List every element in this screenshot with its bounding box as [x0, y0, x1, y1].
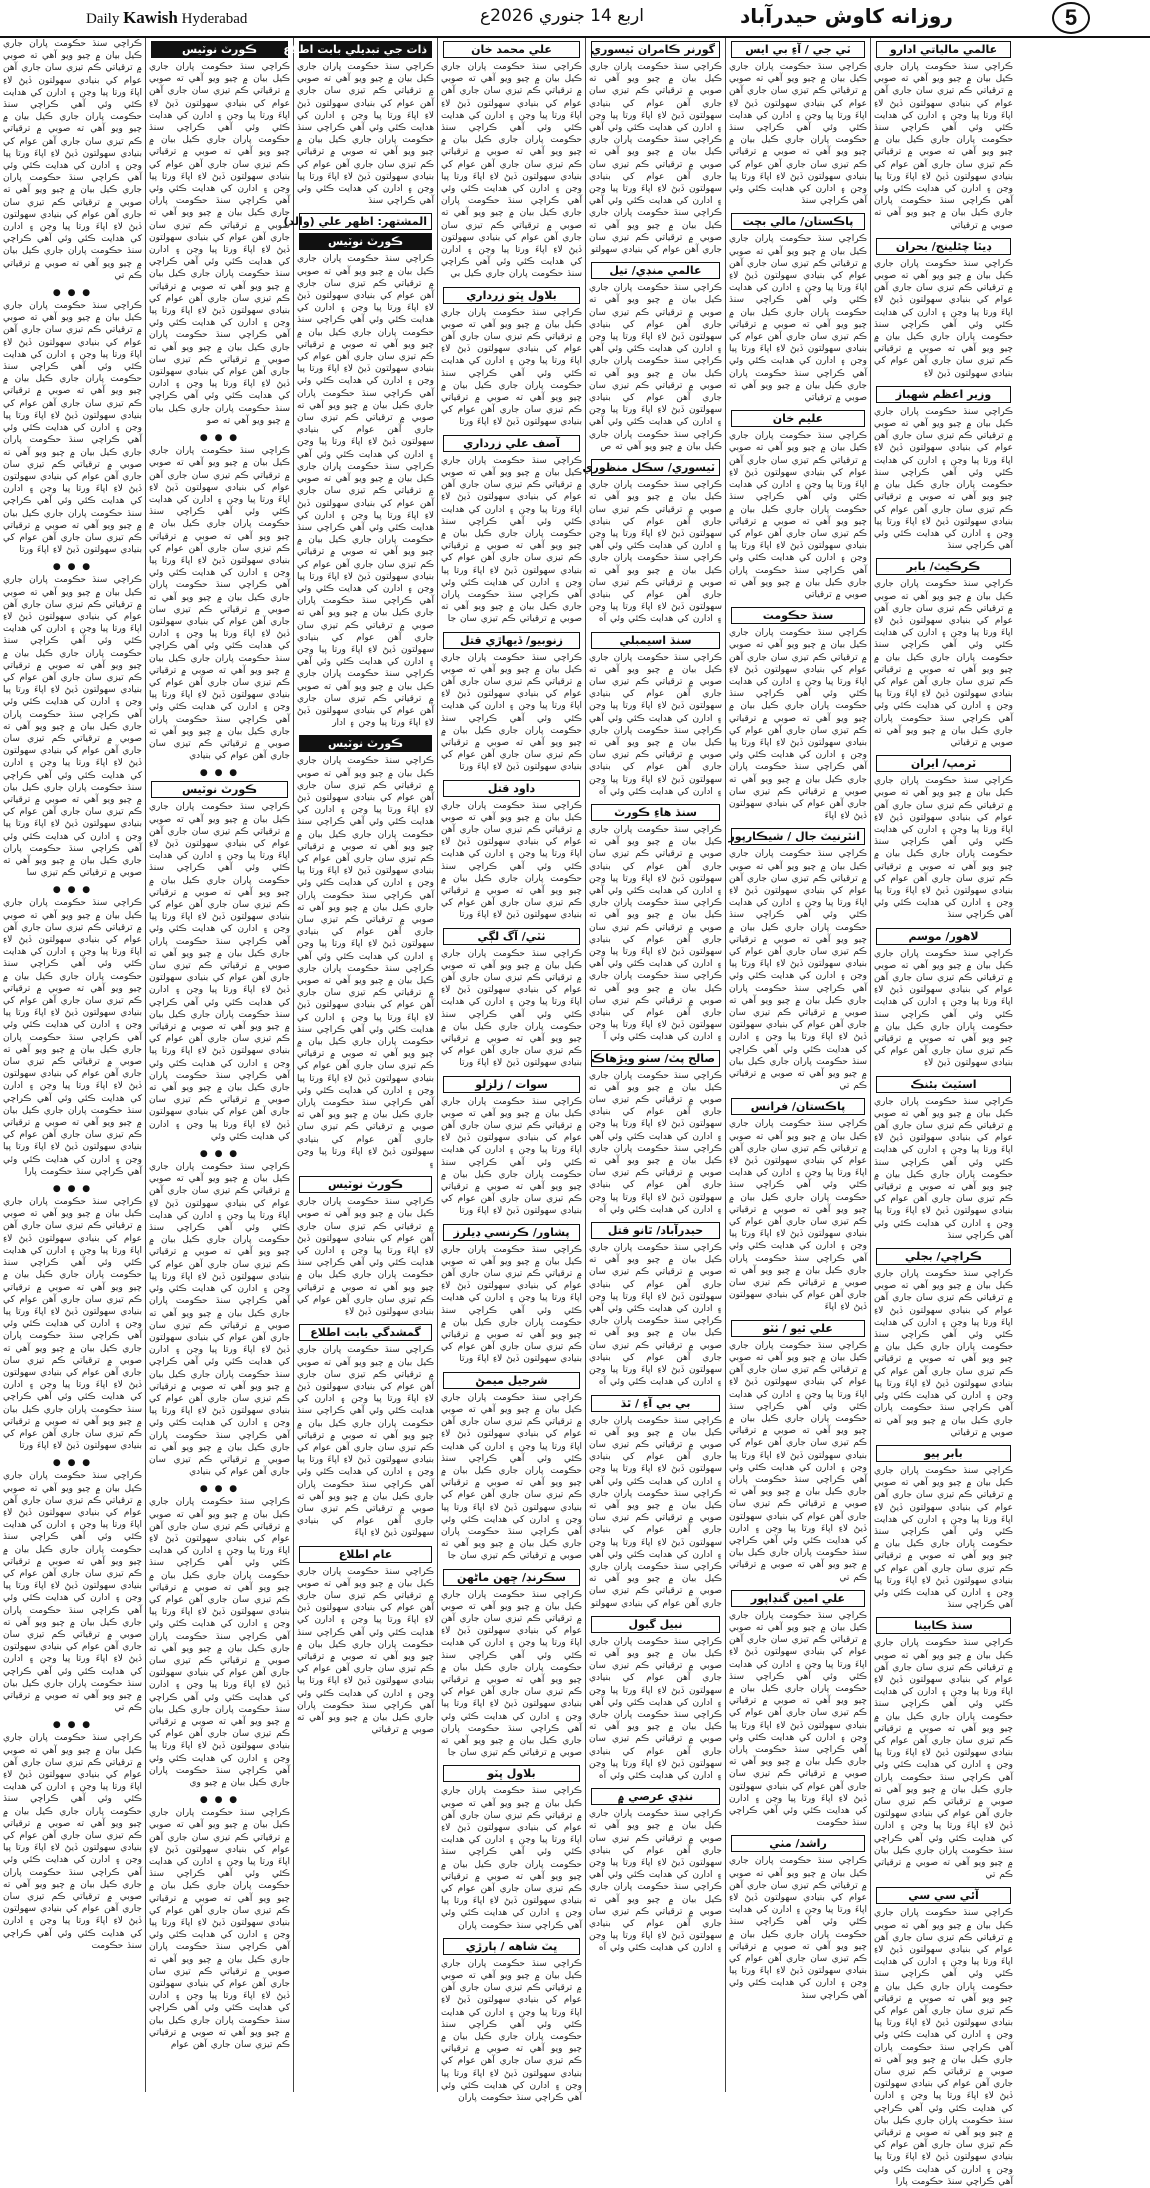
article-headline: سنڌ ڪابينا — [876, 1617, 1011, 1634]
separator-stars: ● ● ● — [52, 1458, 93, 1469]
article-headline: عام اطلاع — [299, 1546, 432, 1563]
article-body: ڪراچي سنڌ حڪومت پاران جاري ڪيل بيان ۾ چيو ويو آهي ته صوبي ۾ ترقياتي ڪم تيزي سان جاري آهن عوام کي بنيادي سهولتون ڏيڻ لاءِ اپاءَ ورتا پيا وڃن ۽ ادارن کي هدايت ڪئي وئي آهي ڪراچي سنڌ حڪومت پاران جاري ڪيل بيان ۾ چيو ويو آهي ته صوبي ۾ ترقياتي ڪم تيزي سان جاري آهن عوام کي بنيادي سهولتون ڏيڻ لاءِ اپاءَ ورتا پيا وڃن ۽ ادارن کي هدايت ڪئي وئي آهي ڪراچي سنڌ حڪومت پاران جاري ڪيل بيان ۾ چيو ويو آهي ته صوبي ۾ ترقياتي — [874, 579, 1013, 748]
separator-stars: ● ● ● — [199, 1795, 240, 1806]
article-headline: ڪرڪيٽ/ بابر — [876, 558, 1011, 575]
article-body: ڪراچي سنڌ حڪومت پاران جاري ڪيل بيان ۾ چيو ويو آهي ته صوبي ۾ ترقياتي ڪم تيزي سان جاري آهن عوام کي بنيادي سهولتون ڏيڻ لاءِ اپاءَ ورتا پيا وڃن ۽ ادارن کي هدايت ڪئي وئي آهي ڪراچي سنڌ حڪومت پاران جاري ڪيل بيان ۾ چيو ويو آهي ته صوبي ۾ ترقياتي ڪم تيزي سان جاري آهن عوام کي بنيادي سهولتون ڏيڻ لاءِ اپاءَ ورتا پيا وڃن ۽ ادارن کي هدايت ڪئي وئي آهي ڪراچي سنڌ — [874, 1096, 1013, 1241]
article-body: ڪراچي سنڌ حڪومت پاران جاري ڪيل بيان ۾ چيو ويو آهي ته صوبي ۾ ترقياتي ڪم تيزي سان جاري آهن عوام کي بنيادي سهولتون ڏيڻ لاءِ اپاءَ ورتا پيا وڃن ۽ ادارن کي هدايت ڪئي وئي آهي ڪراچي سنڌ حڪومت پاران جاري ڪيل بيان ۾ چيو ويو آهي ته صوبي ۾ ترقياتي ڪم تيزي سان جاري آهن عوام کي بنيادي سهولتون ڏيڻ لاءِ اپاءَ ورتا پيا وڃن ۽ ادارن کي هدايت ڪئي وئي آه — [589, 1070, 722, 1215]
article-body: ڪراچي سنڌ حڪومت پاران جاري ڪيل بيان ۾ چيو ويو آهي ته صوبي ۾ ترقياتي ڪم تيزي سان جاري آهن عوام کي بنيادي سهولتون ڏيڻ لاءِ اپاءَ ورتا پيا وڃن ۽ ادارن کي هدايت ڪئي وئي آهي ڪراچي سنڌ حڪومت پاران جاري ڪيل بيان ۾ چيو ويو آهي ته صوبي ۾ ترقياتي ڪم تيزي سان جاري آهن عوام کي بنيادي سهولتون ڏيڻ لاءِ اپاءَ ورتا پيا وڃن ۽ ادارن کي هدايت ڪئي وئي آهي ڪراچي سنڌ حڪومت پاران — [441, 1786, 582, 1931]
article-body: ڪراچي سنڌ حڪومت پاران جاري ڪيل بيان ۾ چيو ويو آهي ته صوبي ۾ ترقياتي ڪم تيزي سان جاري آهن عوام کي بنيادي سهولتون ڏيڻ لاءِ اپاءَ ورتا پيا وڃن ۽ ادارن کي هدايت ڪئي وئي آهي ڪراچي سنڌ حڪومت پاران جاري ڪيل بيان ۾ چيو ويو آهي ته صوبي ۾ ترقياتي ڪم تيزي سان جاري آهن عوام کي بنيادي سهولتون ڏيڻ لاءِ اپاءَ ورتا پيا وڃن ۽ ادارن کي هدايت ڪئي وئي آهي ڪراچي سنڌ حڪومت پاران جاري ڪيل بيان ۾ چيو ويو آهي ته صوبي ۾ ترقياتي ڪم تيزي سان جاري آهن عوام کي بنيادي سهولتون ڏيڻ لاءِ اپاءَ ورتا پيا وڃن ۽ ادارن کي هدايت ڪئي وئي آهي ڪراچي سنڌ حڪومت پاران جاري ڪيل بيان ۾ چيو ويو آهي ته صوبي ۾ ترقياتي ڪم تيزي سان جاري آهن عوام کي بنيادي سهولتون ڏيڻ لاءِ اپاءَ ورتا پيا وڃن ۽ ادارن کي هدايت ڪئي وئي آهي ڪراچي سنڌ حڪومت پاران جاري ڪيل بيان ۾ چيو ويو آهي ته صوبي ۾ ترقياتي ڪم تيزي سان جاري آهن عوام کي بنيادي سهولتون ڏيڻ لاءِ اپاءَ ورتا پيا وڃن ۽ ادارن کي هدايت ڪئي وئي آهي ڪراچي سنڌ حڪومت پاران جاري ڪيل بيان ۾ چيو ويو آهي ته صو — [149, 62, 290, 426]
masthead-prefix: Daily — [86, 11, 120, 27]
column-1 — [0, 38, 145, 2092]
column-3 — [283, 38, 437, 2092]
article-headline: نبيل گبول — [591, 1616, 720, 1633]
article-headline: ڀٽ شاهه / ٻارڙي — [443, 1938, 580, 1955]
separator-stars: ● ● ● — [52, 1184, 93, 1195]
article-headline: ٽرمپ/ ايران — [876, 755, 1011, 772]
article-body: ڪراچي سنڌ حڪومت پاران جاري ڪيل بيان ۾ چيو ويو آهي ته صوبي ۾ ترقياتي ڪم تيزي سان جاري آهن عوام کي بنيادي سهولتون ڏيڻ لاءِ اپاءَ ورتا پيا وڃن ۽ ادارن کي هدايت ڪئي وئي آهي ڪراچي سنڌ حڪومت پاران جاري ڪيل بيان ۾ چيو ويو آهي ته صوبي ۾ ترقياتي ڪم تيزي سان جاري آهن عوام کي بنيادي سهولتون ڏيڻ لاءِ اپاءَ ورتا پيا وڃن ۽ ادارن کي هدايت ڪئي وئي آهي ڪراچي سنڌ حڪومت پاران جاري ڪيل بيان ۾ چيو ويو آهي ته صوبي ۾ ترقياتي ڪم تيزي سان جاري آهن عوام کي بنيادي سهولتون ڏيڻ لاءِ اپاءَ ورتا پيا وڃن ۽ ادارن کي هدايت ڪئي وئي آهي ڪراچي سنڌ حڪومت پاران جاري ڪيل بي — [441, 62, 582, 280]
separator-stars: ● ● ● — [199, 1149, 240, 1160]
article-headline: عالمي منڊي/ تيل — [591, 262, 720, 279]
article-body: ڪراچي سنڌ حڪومت پاران جاري ڪيل بيان ۾ چيو ويو آهي ته صوبي ۾ ترقياتي ڪم تيزي سان جاري آهن عوام کي بنيادي سهولتون ڏيڻ لاءِ اپاءَ ورتا پيا وڃن ۽ ادارن کي هدايت ڪئي وئي آهي ڪراچي سنڌ حڪومت پاران جاري ڪيل بيان ۾ چيو ويو آهي ته صوبي ۾ ترقياتي ڪم تيزي سان جاري آهن عوام کي بنيادي سهولتون ڏيڻ لاءِ اپاءَ ورتا پيا وڃن ۽ ادارن کي هدايت ڪئي وئي آه — [589, 652, 722, 797]
article-body: ڪراچي سنڌ حڪومت پاران جاري ڪيل بيان ۾ چيو ويو آهي ته صوبي ۾ ترقياتي ڪم تيزي سان جاري آهن عوام کي بنيادي سهولتون ڏيڻ لاءِ اپاءَ ورتا پيا وڃن ۽ ادارن کي هدايت ڪئي وئي آهي ڪراچي سنڌ حڪومت پاران جاري ڪيل بيان ۾ چيو ويو آهي ته صوبي ۾ ترقياتي ڪم تيزي سان جاري آهن عوام کي بنيادي سهولتون ڏيڻ لاءِ اپاءَ ورتا پيا وڃن ۽ ادارن کي هدايت ڪئي وئي آهي ڪراچي سنڌ حڪومت پاران جاري ڪيل بيان ۾ چيو ويو آهي ته صوبي ۾ ترقياتي ڪم تيزي سان جاري آهن عوام کي بنيادي سهولتون ڏيڻ لاءِ اپاءَ ورتا پيا وڃن ۽ ادارن کي هدايت ڪئي وئي آهي ڪراچي سنڌ حڪومت پاران جاري ڪيل بيان ۾ چيو ويو آهي ته صوبي ۾ ترقياتي ڪم تيزي سان جاري آهن عوام کي بنيادي سهولتون ڏيڻ لاءِ اپاءَ ورتا پيا وڃن ۽ ادارن کي هدايت ڪئي وئي آهي ڪراچي سنڌ حڪومت پاران جاري ڪيل بيان ۾ چيو ويو آهي ته صوبي ۾ ترقياتي ڪم تيزي سان جاري آهن عوام کي بنيادي — [149, 1162, 290, 1478]
article-headline: صالح پٽ/ سٺو ويڙهاڪ — [591, 1050, 720, 1067]
separator-stars: ● ● ● — [199, 1484, 240, 1495]
article-body: ڪراچي سنڌ حڪومت پاران جاري ڪيل بيان ۾ چيو ويو آهي ته صوبي ۾ ترقياتي ڪم تيزي سان جاري آهن عوام کي بنيادي سهولتون ڏيڻ لاءِ اپاءَ ورتا پيا وڃن ۽ ادارن کي هدايت ڪئي وئي آهي ڪراچي سنڌ حڪومت پاران جاري ڪيل بيان ۾ چيو ويو آهي ته صوبي ۾ ترقياتي ڪم تيزي سان جاري آهن عوام کي بنيادي سهولتون ڏيڻ لاءِ اپاءَ ورتا پيا وڃن ۽ ادارن کي هدايت ڪئي وئي آهي ڪراچي سنڌ حڪومت پاران جاري ڪيل بيان ۾ چيو ويو آهي ته صوبي ۾ ترقياتي ڪم تيزي سان جاري آهن عوام کي بنيادي سهولتون ڏيڻ لاءِ اپاءَ ورتا پيا وڃن ۽ ادارن کي هدايت ڪئي وئي آهي ڪراچي سنڌ حڪومت پاران جاري ڪيل بيان ۾ چيو ويو آهي ته صوبي ۾ ترقياتي ڪم تيزي سان جاري آهن عوام کي بنيادي سهولتون ڏيڻ لاءِ اپاءَ ورتا پيا وڃن ۽ ادارن کي هدايت ڪئي وئي آهي ڪراچي سنڌ حڪومت پاران جاري ڪيل بيان ۾ چيو ويو آهي ته صوبي ۾ ترقياتي ڪم تيزي سان جاري آهن عوام کي بنيادي — [149, 446, 290, 762]
article-headline: ذات جي تبديلي بابت اطلاع — [299, 41, 432, 58]
article-body: ڪراچي سنڌ حڪومت پاران جاري ڪيل بيان ۾ چيو ويو آهي ته صوبي ۾ ترقياتي ڪم تيزي سان جاري آهن عوام کي بنيادي سهولتون ڏيڻ لاءِ اپاءَ ورتا پيا وڃن ۽ ادارن کي هدايت ڪئي وئي آهي ڪراچي سنڌ حڪومت پاران جاري ڪيل بيان ۾ چيو ويو آهي ته صوبي ۾ ترقياتي ڪم تيزي سان جاري آهن عوام کي بنيادي سهولتون ڏيڻ لاءِ اپاءَ ورتا — [441, 1244, 582, 1365]
article-body: ڪراچي سنڌ حڪومت پاران جاري ڪيل بيان ۾ چيو ويو آهي ته صوبي ۾ ترقياتي ڪم تيزي سان جاري آهن عوام کي بنيادي سهولتون ڏيڻ لاءِ اپاءَ ورتا پيا وڃن ۽ ادارن کي هدايت ڪئي وئي آهي ڪراچي سنڌ حڪومت پاران جاري ڪيل بيان ۾ چيو ويو آهي ته صوبي ۾ ترقياتي ڪم تيزي سان جاري آهن عوام کي بنيادي سهولتون ڏيڻ لاءِ — [874, 948, 1013, 1069]
article-body: ڪراچي سنڌ حڪومت پاران جاري ڪيل بيان ۾ چيو ويو آهي ته صوبي ۾ ترقياتي ڪم تيزي سان جاري آهن عوام کي بنيادي سهولتون ڏيڻ لاءِ اپاءَ ورتا پيا وڃن ۽ ادارن کي هدايت ڪئي وئي آهي ڪراچي سنڌ حڪومت پاران جاري ڪيل بيان ۾ چيو ويو آهي ته صوبي ۾ ترقياتي ڪم تيزي سان جاري آهن عوام کي بنيادي سهولتون ڏيڻ لاءِ اپاءَ ورتا پيا وڃن ۽ ادارن کي هدايت ڪئي وئي آهي ڪراچي سنڌ حڪومت پاران جاري ڪيل بيان ۾ چيو ويو آهي ته صوبي ۾ ترقياتي ڪم تيزي سان جاري آهن عوام کي بنيادي سهولتون ڏيڻ لاءِ اپاءَ ورتا پيا وڃن ۽ ادارن کي هدايت ڪئي وئي آهي ڪراچي سنڌ حڪومت پاران جاري ڪيل بيان ۾ چيو ويو آهي ته صوبي ۾ ترقياتي ڪم تي — [728, 849, 867, 1092]
article-headline: پاڪستان/ مالي بچت — [731, 213, 865, 230]
article-headline: علي امين گنڊاپور — [731, 1590, 865, 1607]
article-body: ڪراچي سنڌ حڪومت پاران جاري ڪيل بيان ۾ چيو ويو آهي ته صوبي ۾ ترقياتي ڪم تيزي سان جاري آهن عوام کي بنيادي سهولتون ڏيڻ لاءِ اپاءَ ورتا پيا وڃن ۽ ادارن کي هدايت ڪئي وئي آهي ڪراچي سنڌ حڪومت پاران جاري ڪيل بيان ۾ چيو ويو آهي ته صوبي ۾ ترقياتي ڪم تيزي سان جاري آهن عوام کي بنيادي سهولتون ڏيڻ لاءِ اپاءَ ورتا پيا وڃن ۽ ادارن کي هدايت ڪئي وئي آهي ڪراچي سنڌ — [728, 1856, 867, 2001]
separator-stars: ● ● ● — [52, 288, 93, 299]
article-body: ڪراچي سنڌ حڪومت پاران جاري ڪيل بيان ۾ چيو ويو آهي ته صوبي ۾ ترقياتي ڪم تيزي سان جاري آهن عوام کي بنيادي سهولتون ڏيڻ لاءِ اپاءَ ورتا پيا وڃن ۽ ادارن کي هدايت ڪئي وئي آهي ڪراچي سنڌ حڪومت پاران جاري ڪيل بيان ۾ چيو ويو آهي ته صوبي ۾ ترقياتي ڪم تيزي سان جاري آهن عوام کي بنيادي سهولتون ڏيڻ لاءِ اپاءَ ورتا پيا وڃن ۽ ادارن کي هدايت ڪئي وئي آهي ڪراچي سنڌ حڪومت پاران جاري ڪيل بيان ۾ چيو ويو آهي ته صوبي ۾ ترقياتي ڪم تيزي سان جاري آهن عوام کي بنيادي سهولتون ڏيڻ لاءِ اپاءَ ورتا پيا وڃن ۽ ادارن کي هدايت ڪئي وئي آهي ڪراچي سنڌ حڪومت پاران جاري ڪيل بيان ۾ چيو ويو آهي ته صوبي ۾ ترقياتي ڪم تيزي سان جاري آهن عوام کي بنيادي سهولتون ڏيڻ لاءِ اپاءَ ورتا پيا وڃن ۽ ادارن کي هدايت ڪئي وئي آهي ڪراچي سنڌ حڪومت پارا — [3, 898, 142, 1177]
article-body: ڪراچي سنڌ حڪومت پاران جاري ڪيل بيان ۾ چيو ويو آهي ته صوبي ۾ ترقياتي ڪم تيزي سان جاري آهن عوام کي بنيادي سهولتون ڏيڻ لاءِ اپاءَ ورتا پيا وڃن ۽ ادارن کي هدايت ڪئي وئي آهي ڪراچي سنڌ حڪومت پاران جاري ڪيل بيان ۾ چيو ويو آهي ته صوبي ۾ ترقياتي ڪم تيزي سان جاري آهن عوام کي بنيادي سهولتون ڏيڻ لاءِ اپاءَ ورتا پيا وڃن ۽ ادارن کي هدايت ڪئي وئي آهي ڪراچي سنڌ حڪومت پاران جاري ڪيل بيان ۾ چيو ويو آهي ته صوبي ۾ ترقياتي ڪم تيزي سان جاري آهن عوام کي بنيادي سهولتون ڏيڻ لاءِ اپاءَ ورتا پيا وڃن ۽ ادارن کي هدايت ڪئي وئي آهي ڪراچي سنڌ حڪومت — [3, 1733, 142, 1951]
article-body: ڪراچي سنڌ حڪومت پاران جاري ڪيل بيان ۾ چيو ويو آهي ته صوبي ۾ ترقياتي ڪم تيزي سان جاري آهن عوام کي بنيادي سهولتون ڏيڻ لاءِ اپاءَ ورتا پيا وڃن ۽ ادارن کي هدايت ڪئي وئي آهي ڪراچي سنڌ حڪومت پاران جاري ڪيل بيان ۾ چيو ويو آهي ته صوبي ۾ ترقياتي ڪم تيزي سان جاري آهن عوام کي بنيادي سهولتون ڏيڻ لاءِ اپاءَ ورتا پيا وڃن ۽ ادارن کي هدايت ڪئي وئي آه — [589, 1243, 722, 1388]
article-headline: لاهور/ موسم — [876, 928, 1011, 945]
article-body: ڪراچي سنڌ حڪومت پاران جاري ڪيل بيان ۾ چيو ويو آهي ته صوبي ۾ ترقياتي ڪم تيزي سان جاري آهن عوام کي بنيادي سهولتون ڏيڻ لاءِ اپاءَ ورتا پيا وڃن ۽ ادارن کي هدايت ڪئي وئي آهي ڪراچي سنڌ حڪومت پاران جاري ڪيل بيان ۾ چيو ويو آهي ته صوبي ۾ ترقياتي ڪم تيزي سان جاري آهن عوام کي بنيادي سهولتون ڏيڻ لاءِ اپاءَ ورتا پيا وڃن ۽ ادارن کي هدايت ڪئي وئي آهي ڪراچي سنڌ حڪومت پاران — [441, 1958, 582, 2104]
article-headline: ڪورٽ نوٽيس — [299, 735, 432, 752]
separator-stars: ● ● ● — [52, 1720, 93, 1731]
article-body: ڪراچي سنڌ حڪومت پاران جاري ڪيل بيان ۾ چيو ويو آهي ته صوبي ۾ ترقياتي ڪم تيزي سان جاري آهن عوام کي بنيادي سهولتون ڏيڻ لاءِ اپاءَ ورتا پيا وڃن ۽ ادارن کي هدايت ڪئي وئي آهي ڪراچي سنڌ حڪومت پاران جاري ڪيل بيان ۾ چيو ويو آهي ته صوبي ۾ ترقياتي ڪم تيزي سان جاري آهن عوام کي بنيادي سهولتون ڏيڻ لاءِ اپاءَ ورتا پيا وڃن ۽ ادارن کي هدايت ڪئي وئي آهي ڪراچي سنڌ حڪومت پاران جاري ڪيل بيان ۾ چيو ويو آهي ته صوبي ۾ ترقياتي ڪم تيزي سان جاري آهن عوام کي بنيادي سهولتون ڏيڻ لاءِ اپاءَ ورتا پيا وڃن ۽ ادارن کي هدايت ڪئي وئي آهي ڪراچي سنڌ حڪومت پاران جاري ڪيل بيان ۾ چيو ويو آهي ته صوبي ۾ ترقياتي ڪم تي — [728, 1340, 867, 1583]
article-body: ڪراچي سنڌ حڪومت پاران جاري ڪيل بيان ۾ چيو ويو آهي ته صوبي ۾ ترقياتي ڪم تيزي سان جاري آهن عوام کي بنيادي سهولتون ڏيڻ لاءِ اپاءَ ورتا پيا وڃن ۽ ادارن کي هدايت ڪئي وئي آهي ڪراچي سنڌ حڪومت پاران جاري ڪيل بيان ۾ چيو ويو آهي ته صوبي ۾ ترقياتي ڪم تيزي سان جاري آهن عوام کي بنيادي سهولتون ڏيڻ لاءِ اپاءَ ورتا پيا وڃن ۽ ادارن کي هدايت ڪئي وئي آهي ڪراچي سنڌ حڪومت پاران جاري ڪيل بيان ۾ چيو ويو آهي ته صوبي ۾ ترقياتي — [874, 1269, 1013, 1438]
article-headline: بلاول ڀٽو زرداري — [443, 287, 580, 304]
article-headline: پشاور/ ڪرنسي ڊيلرز — [443, 1224, 580, 1241]
article-headline: ٽي جي / آءِ بي ايس — [731, 41, 865, 58]
article-headline: پاڪستان/ فرانس — [731, 1098, 865, 1115]
masthead-city: Hyderabad — [181, 11, 248, 27]
article-body: ڪراچي سنڌ حڪومت پاران جاري ڪيل بيان ۾ چيو ويو آهي ته صوبي ۾ ترقياتي ڪم تيزي سان جاري آهن عوام کي بنيادي سهولتون ڏيڻ لاءِ اپاءَ ورتا پيا وڃن ۽ ادارن کي هدايت ڪئي وئي آهي ڪراچي سنڌ حڪومت پاران جاري ڪيل بيان ۾ چيو ويو آهي ته صوبي ۾ ترقياتي ڪم تيزي سان جاري آهن عوام کي بنيادي سهولتون ڏيڻ لاءِ — [297, 1197, 434, 1318]
article-body: ڪراچي سنڌ حڪومت پاران جاري ڪيل بيان ۾ چيو ويو آهي ته صوبي ۾ ترقياتي ڪم تيزي سان جاري آهن عوام کي بنيادي سهولتون ڏيڻ لاءِ اپاءَ ورتا پيا وڃن ۽ ادارن کي هدايت ڪئي وئي آهي ڪراچي سنڌ حڪومت پاران جاري ڪيل بيان ۾ چيو ويو آهي ته صوبي ۾ ترقياتي ڪم تيزي سان جاري آهن عوام کي بنيادي سهولتون ڏيڻ لاءِ اپاءَ ورتا پيا وڃن ۽ ادارن کي هدايت ڪئي وئي آهي ڪراچي سنڌ حڪومت پاران جاري ڪيل بيان ۾ چيو ويو آهي ته صوبي ۾ ترقياتي ڪم تيزي سان جاري آهن عوام کي بنيادي سهولتو — [589, 1415, 722, 1609]
article-body: ڪراچي سنڌ حڪومت پاران جاري ڪيل بيان ۾ چيو ويو آهي ته صوبي ۾ ترقياتي ڪم تيزي سان جاري آهن عوام کي بنيادي سهولتون ڏيڻ لاءِ اپاءَ ورتا پيا وڃن ۽ ادارن کي هدايت ڪئي وئي آهي ڪراچي سنڌ حڪومت پاران جاري ڪيل بيان ۾ چيو ويو آهي ته صوبي ۾ ترقياتي ڪم تيزي سان جاري آهن عوام کي بنيادي سهولتون ڏيڻ لاءِ اپاءَ ورتا پيا وڃن ۽ ادارن کي هدايت ڪئي وئي آهي ڪراچي سنڌ حڪومت پاران جاري ڪيل بيان ۾ چيو ويو آهي ته ص — [589, 283, 722, 452]
urdu-masthead-title: روزانه كاوش حيدرآباد — [740, 4, 953, 28]
separator-stars: ● ● ● — [199, 433, 240, 444]
article-headline: ٺٽي/ آگ لڳي — [443, 928, 580, 945]
article-headline: سنڌ حڪومت — [731, 607, 865, 624]
article-body: ڪراچي سنڌ حڪومت پاران جاري ڪيل بيان ۾ چيو ويو آهي ته صوبي ۾ ترقياتي ڪم تيزي سان جاري آهن عوام کي بنيادي سهولتون ڏيڻ لاءِ اپاءَ ورتا پيا وڃن ۽ ادارن کي هدايت ڪئي وئي آهي ڪراچي سنڌ حڪومت پاران جاري ڪيل بيان ۾ چيو ويو آهي ته صوبي ۾ ترقياتي ڪم تيزي سان جاري آهن عوام کي بنيادي سهولتون ڏيڻ لاءِ اپاءَ ورتا پيا وڃن ۽ ادارن کي هدايت ڪئي وئي آهي ڪراچي سنڌ حڪومت پاران جاري ڪيل بيان ۾ چيو ويو آهي ته صوبي ۾ ترقياتي ڪم تيزي سان جاري آهن عوام کي بنيادي سهولتون ڏيڻ لاءِ اپاءَ ورتا پيا وڃن ۽ ادارن کي هدايت ڪئي وئي آهي ڪراچي سنڌ حڪومت پاران جاري ڪيل بيان ۾ چيو ويو آهي ته صوبي ۾ ترقياتي ڪم تيزي سان جاري آهن عوام کي بنيادي سهولتون ڏيڻ لاءِ اپاءَ ورتا پيا وڃن ۽ ادارن کي هدايت ڪئي وئي آهي ڪراچي سنڌ حڪومت پاران جاري ڪيل بيان ۾ چيو وي — [149, 1497, 290, 1789]
english-masthead-name — [86, 8, 247, 28]
article-headline: بابر ٻيو — [876, 1445, 1011, 1462]
article-headline: آئي سي سي — [876, 1887, 1011, 1904]
masthead — [0, 0, 1150, 38]
separator-stars: ● ● ● — [52, 562, 93, 573]
article-body: ڪراچي سنڌ حڪومت پاران جاري ڪيل بيان ۾ چيو ويو آهي ته صوبي ۾ ترقياتي ڪم تيزي سان جاري آهن عوام کي بنيادي سهولتون ڏيڻ لاءِ اپاءَ ورتا پيا وڃن ۽ ادارن کي هدايت ڪئي وئي آهي ڪراچي سنڌ حڪومت پاران جاري ڪيل بيان ۾ چيو ويو آهي ته صوبي ۾ ترقياتي ڪم تيزي سان جاري آهن عوام کي بنيادي سهولتون ڏيڻ لاءِ اپاءَ ورتا پيا وڃن ۽ ادارن کي هدايت ڪئي وئي آهي ڪراچي سنڌ حڪومت پاران جاري ڪيل بيان ۾ چيو ويو آهي ته صوبي ۾ ترقياتي — [728, 234, 867, 404]
article-headline: داود قتل — [443, 780, 580, 797]
article-headline: ٽيسوري/ سڪل منظوري — [591, 459, 720, 476]
column-6 — [725, 38, 870, 2092]
separator-stars: ● ● ● — [199, 768, 240, 779]
article-headline: زنوبيو/ ڏيهاڙي قتل — [443, 632, 580, 649]
article-body: ڪراچي سنڌ حڪومت پاران جاري ڪيل بيان ۾ چيو ويو آهي ته صوبي ۾ ترقياتي ڪم تيزي سان جاري آهن عوام کي بنيادي سهولتون ڏيڻ لاءِ اپاءَ ورتا پيا وڃن ۽ ادارن کي هدايت ڪئي وئي آهي ڪراچي سنڌ حڪومت پاران جاري ڪيل بيان ۾ چيو ويو آهي ته صوبي ۾ ترقياتي ڪم تيزي سان جاري آهن عوام کي بنيادي سهولتون ڏيڻ لاءِ اپاءَ ورتا پيا وڃن ۽ ادارن کي هدايت ڪئي وئي آهي ڪراچي سنڌ حڪومت پاران جاري ڪيل بيان ۾ چيو ويو آهي ته صوبي ۾ ترقياتي ڪم تيزي سان جاري آهن عوام کي بنيادي سهولتون ڏيڻ لاءِ اپاءَ ورتا پيا وڃن ۽ ادارن کي هدايت ڪئي وئي آهي ڪراچي سنڌ حڪومت پاران جاري ڪيل بيان ۾ چيو ويو آهي ته صوبي ۾ ترقياتي ڪم تيزي سان جاري آهن عوام کي بنيادي سهولتون ڏيڻ لاءِ اپاءَ ورتا — [3, 1197, 142, 1452]
article-body: ڪراچي سنڌ حڪومت پاران جاري ڪيل بيان ۾ چيو ويو آهي ته صوبي ۾ ترقياتي ڪم تيزي سان جاري آهن عوام کي بنيادي سهولتون ڏيڻ لاءِ اپاءَ ورتا پيا وڃن ۽ ادارن کي هدايت ڪئي وئي آهي ڪراچي سنڌ حڪومت پاران جاري ڪيل بيان ۾ چيو ويو آهي ته صوبي ۾ ترقياتي ڪم تيزي سان جاري آهن عوام کي بنيادي سهولتون ڏيڻ لاءِ اپاءَ ورتا — [441, 652, 582, 773]
article-body: ڪراچي سنڌ حڪومت پاران جاري ڪيل بيان ۾ چيو ويو آهي ته صوبي ۾ ترقياتي ڪم تيزي سان جاري آهن عوام کي بنيادي سهولتون ڏيڻ لاءِ اپاءَ ورتا پيا وڃن ۽ ادارن کي هدايت ڪئي وئي آهي ڪراچي سنڌ حڪومت پاران جاري ڪيل بيان ۾ چيو ويو آهي ته صوبي ۾ ترقياتي ڪم تيزي سان جاري آهن عوام کي بنيادي سهولتون ڏيڻ لاءِ اپاءَ ورتا پيا وڃن ۽ ادارن کي هدايت ڪئي وئي آهي ڪراچي سنڌ حڪومت پاران جاري ڪيل بيان ۾ چيو ويو آهي ته صوبي ۾ ترقياتي ڪم تيزي سان جاري آهن عوام کي بنيادي سهولتون ڏيڻ لاءِ اپاءَ ورتا پيا وڃن ۽ ادارن کي هدايت ڪئي وئي آهي ڪراچي سنڌ حڪومت پاران جاري ڪيل بيان ۾ چيو ويو آهي ته صوبي ۾ ترقياتي ڪم تيزي سان جاري آهن عوام — [149, 1808, 290, 2051]
article-body: ڪراچي سنڌ حڪومت پاران جاري ڪيل بيان ۾ چيو ويو آهي ته صوبي ۾ ترقياتي ڪم تيزي سان جاري آهن عوام کي بنيادي سهولتون ڏيڻ لاءِ اپاءَ ورتا پيا وڃن ۽ ادارن کي هدايت ڪئي وئي آهي ڪراچي سنڌ حڪومت پاران جاري ڪيل بيان ۾ چيو ويو آهي ته صوبي ۾ ترقياتي ڪم تيزي سان جاري آهن عوام کي بنيادي سهولتون ڏيڻ لاءِ — [874, 258, 1013, 379]
article-body: ڪراچي سنڌ حڪومت پاران جاري ڪيل بيان ۾ چيو ويو آهي ته صوبي ۾ ترقياتي ڪم تيزي سان جاري آهن عوام کي بنيادي سهولتون ڏيڻ لاءِ اپاءَ ورتا پيا وڃن ۽ ادارن کي هدايت ڪئي وئي آهي ڪراچي سنڌ حڪومت پاران جاري ڪيل بيان ۾ چيو ويو آهي ته صوبي ۾ ترقياتي ڪم تيزي سان جاري آهن عوام کي بنيادي سهولتون ڏيڻ لاءِ اپاءَ ورتا پيا وڃن ۽ ادارن کي هدايت ڪئي وئي آهي ڪراچي سنڌ — [728, 62, 867, 207]
article-body: ڪراچي سنڌ حڪومت پاران جاري ڪيل بيان ۾ چيو ويو آهي ته صوبي ۾ ترقياتي ڪم تيزي سان جاري آهن عوام کي بنيادي سهولتون ڏيڻ لاءِ اپاءَ ورتا پيا وڃن ۽ ادارن کي هدايت ڪئي وئي آهي ڪراچي سنڌ حڪومت پاران جاري ڪيل بيان ۾ چيو ويو آهي ته صوبي ۾ ترقياتي ڪم تيزي سان جاري آهن عوام کي بنيادي سهولتون ڏيڻ لاءِ اپاءَ ورتا — [441, 800, 582, 921]
article-body: ڪراچي سنڌ حڪومت پاران جاري ڪيل بيان ۾ چيو ويو آهي ته صوبي ۾ ترقياتي ڪم تيزي سان جاري آهن عوام کي بنيادي سهولتون ڏيڻ لاءِ اپاءَ ورتا پيا وڃن ۽ ادارن کي هدايت ڪئي وئي آهي ڪراچي سنڌ حڪومت پاران جاري ڪيل بيان ۾ چيو ويو آهي ته صوبي ۾ ترقياتي ڪم تيزي سان جاري آهن عوام کي بنيادي سهولتون ڏيڻ لاءِ اپاءَ ورتا پيا وڃن ۽ ادارن کي هدايت ڪئي وئي آهي ڪراچي سنڌ حڪومت پاران جاري ڪيل بيان ۾ چيو ويو آهي ته صوبي ۾ ترقياتي ڪم تيزي سان جا — [441, 455, 582, 625]
article-headline: سوات / زلزلو — [443, 1076, 580, 1093]
masthead-brand: Kawish — [123, 8, 178, 27]
article-body: ڪراچي سنڌ حڪومت پاران جاري ڪيل بيان ۾ چيو ويو آهي ته صوبي ۾ ترقياتي ڪم تيزي سان جاري آهن عوام کي بنيادي سهولتون ڏيڻ لاءِ اپاءَ ورتا پيا وڃن ۽ ادارن کي هدايت ڪئي وئي آهي ڪراچي سنڌ حڪومت پاران جاري ڪيل بيان ۾ چيو ويو آهي ته صوبي ۾ ترقياتي ڪم تيزي سان جاري آهن عوام کي بنيادي سهولتون ڏيڻ لاءِ اپاءَ ورتا پيا وڃن ۽ ادارن کي هدايت ڪئي وئي آهي ڪراچي سنڌ حڪومت پاران جاري ڪيل بيان ۾ چيو ويو آهي ته صوبي ۾ ترقياتي ڪم تيزي سان جاري آهن عوام کي بنيادي سهولتون ڏيڻ لاءِ اپاءَ ورتا پيا وڃن ۽ ادارن کي هدايت ڪئي وئي آهي ڪراچي سنڌ حڪومت پاران جاري ڪيل بيان ۾ چيو ويو آهي ته صوبي ۾ ترقياتي ڪم تيزي سان جاري آهن عوام کي بنيادي سهولتون ڏيڻ لاءِ اپاءَ ورتا پيا وڃن ۽ ادارن کي هدايت ڪئي وئي آهي ڪراچي سنڌ حڪومت پاران جاري ڪيل بيان ۾ چيو ويو آهي ته صوبي ۾ ترقياتي ڪم تيزي سا — [3, 575, 142, 879]
page-number-badge: 5 — [1052, 2, 1090, 34]
article-headline: حيدرآباد/ ٿانو قتل — [591, 1222, 720, 1239]
article-headline: المشتهر: اظهر علي (والد) — [299, 213, 432, 230]
article-body: ڪراچي سنڌ حڪومت پاران جاري ڪيل بيان ۾ چيو ويو آهي ته صوبي ۾ ترقياتي ڪم تيزي سان جاري آهن عوام کي بنيادي سهولتون ڏيڻ لاءِ اپاءَ ورتا پيا وڃن ۽ ادارن کي هدايت ڪئي وئي آهي ڪراچي سنڌ حڪومت پاران جاري ڪيل بيان ۾ چيو ويو آهي ته صوبي ۾ ترقياتي ڪم تيزي سان جاري آهن عوام کي بنيادي سهولتون ڏيڻ لاءِ اپاءَ ورتا پيا وڃن ۽ ادارن کي هدايت ڪئي وئي آهي ڪراچي سنڌ حڪومت پاران جاري ڪيل بيان ۾ چيو ويو آهي ته صوبي ۾ ترقياتي ڪم تيزي سان جاري آهن عوام کي بنيادي سهولتون ڏيڻ لاءِ اپاءَ ورتا پيا وڃن ۽ ادارن کي هدايت ڪئي وئي آهي ڪراچي سنڌ حڪومت — [728, 1610, 867, 1829]
article-body: ڪراچي سنڌ حڪومت پاران جاري ڪيل بيان ۾ چيو ويو آهي ته صوبي ۾ ترقياتي ڪم تيزي سان جاري آهن عوام کي بنيادي سهولتون ڏيڻ لاءِ اپاءَ ورتا پيا وڃن ۽ ادارن کي هدايت ڪئي وئي آهي ڪراچي سنڌ حڪومت پاران جاري ڪيل بيان ۾ چيو ويو آهي ته صوبي ۾ ترقياتي ڪم تيزي سان جاري آهن عوام کي بنيادي سهولتون ڏيڻ لاءِ اپاءَ ورتا پيا وڃن ۽ ادارن کي هدايت ڪئي وئي آهي ڪراچي سنڌ حڪومت پاران جاري ڪيل بيان ۾ چيو ويو آهي ته صوبي ۾ ترقياتي ڪم تيزي سان جاري آهن عوام کي بنيادي سهولتون ڏيڻ لاءِ اپاءَ ورتا پيا وڃن ۽ ادارن کي هدايت ڪئي وئي آهي ڪراچي سنڌ حڪومت پاران جاري ڪيل بيان ۾ چيو ويو آهي ته صوبي ۾ ترقياتي ڪم تيزي سان جاري آهن عوام کي بنيادي سهولتون ڏيڻ لاءِ اپاءَ ورتا پيا وڃن ۽ ادارن کي هدايت ڪئي وئي آهي ڪراچي سنڌ حڪومت پاران جاري ڪيل بيان ۾ چيو ويو آهي ته صوبي ۾ ترقياتي ڪم تيزي سان جاري آهن عوام کي بنيادي سهولتون ڏيڻ لاءِ اپاءَ ورتا پيا وڃن ۽ ادارن کي هدايت ڪئي وئي — [149, 802, 290, 1142]
article-body: ڪراچي سنڌ حڪومت پاران جاري ڪيل بيان ۾ چيو ويو آهي ته صوبي ۾ ترقياتي ڪم تيزي سان جاري آهن عوام کي بنيادي سهولتون ڏيڻ لاءِ اپاءَ ورتا پيا وڃن ۽ ادارن کي هدايت ڪئي وئي آهي ڪراچي سنڌ حڪومت پاران جاري ڪيل بيان ۾ چيو ويو آهي ته صوبي ۾ ترقياتي ڪم تيزي سان جاري آهن عوام کي بنيادي سهولتون ڏيڻ لاءِ اپاءَ ورتا پيا وڃن ۽ ادارن کي هدايت ڪئي وئي آه — [589, 1636, 722, 1781]
article-headline: بي بي آءِ / ٿڌ — [591, 1395, 720, 1412]
article-body: ڪراچي سنڌ حڪومت پاران جاري ڪيل بيان ۾ چيو ويو آهي ته صوبي ۾ ترقياتي ڪم تيزي سان جاري آهن عوام کي بنيادي سهولتون ڏيڻ لاءِ اپاءَ ورتا پيا وڃن ۽ ادارن کي هدايت ڪئي وئي آهي ڪراچي سنڌ حڪومت پاران جاري ڪيل بيان ۾ چيو ويو آهي ته صوبي ۾ ترقياتي ڪم تيزي سان جاري آهن عوام کي بنيادي سهولتون ڏيڻ لاءِ اپاءَ ورتا پيا وڃن ۽ ادارن کي هدايت ڪئي وئي آهي ڪراچي سنڌ حڪومت پاران جاري ڪيل بيان ۾ چيو ويو آهي ته صوبي ۾ ترقياتي — [874, 62, 1013, 231]
article-headline: انٽرنيٽ جال / شيڪارپور — [731, 828, 865, 845]
separator-stars: ● ● ● — [52, 885, 93, 896]
article-body: ڪراچي سنڌ حڪومت پاران جاري ڪيل بيان ۾ چيو ويو آهي ته صوبي ۾ ترقياتي ڪم تيزي سان جاري آهن عوام کي بنيادي سهولتون ڏيڻ لاءِ اپاءَ ورتا پيا وڃن ۽ ادارن کي هدايت ڪئي وئي آهي ڪراچي سنڌ حڪومت پاران جاري ڪيل بيان ۾ چيو ويو آهي ته صوبي ۾ ترقياتي ڪم تيزي سان جاري آهن عوام کي بنيادي سهولتون ڏيڻ لاءِ اپاءَ ورتا پيا وڃن ۽ ادارن کي هدايت ڪئي وئي آهي ڪراچي سنڌ حڪومت پاران جاري ڪيل بيان ۾ چيو ويو آهي ته صوبي ۾ ترقياتي ڪم تيزي سان جا — [441, 1392, 582, 1562]
article-headline: علي محمد خان — [443, 41, 580, 58]
article-headline: ڊيٽا چئلينج/ بحران — [876, 238, 1011, 255]
column-2 — [145, 38, 293, 2092]
article-body: ڪراچي سنڌ حڪومت پاران جاري ڪيل بيان ۾ چيو ويو آهي ته صوبي ۾ ترقياتي ڪم تيزي سان جاري آهن عوام کي بنيادي سهولتون ڏيڻ لاءِ اپاءَ ورتا پيا وڃن ۽ ادارن کي هدايت ڪئي وئي آهي ڪراچي سنڌ حڪومت پاران جاري ڪيل بيان ۾ چيو ويو آهي ته صوبي ۾ ترقياتي ڪم تيزي سان جاري آهن عوام کي بنيادي سهولتون ڏيڻ لاءِ اپاءَ ورتا — [441, 948, 582, 1069]
article-headline: گورنر ڪامران ٽيسوري — [591, 41, 720, 58]
article-body: ڪراچي سنڌ حڪومت پاران جاري ڪيل بيان ۾ چيو ويو آهي ته صوبي ۾ ترقياتي ڪم تيزي سان جاري آهن عوام کي بنيادي سهولتون ڏيڻ لاءِ اپاءَ ورتا پيا وڃن ۽ ادارن کي هدايت ڪئي وئي آهي ڪراچي سنڌ حڪومت پاران جاري ڪيل بيان ۾ چيو ويو آهي ته صوبي ۾ ترقياتي ڪم تيزي سان جاري آهن عوام کي بنيادي سهولتون ڏيڻ لاءِ اپاءَ ورتا پيا وڃن ۽ ادارن کي هدايت ڪئي وئي آهي ڪراچي سنڌ حڪومت پاران جاري ڪيل بيان ۾ چيو ويو آهي ته صوبي ۾ ترقياتي ڪم تيزي سان جاري آهن عوام کي بنيادي سهولتون ڏيڻ لاءِ اپاءَ ورتا پيا وڃن ۽ ادارن کي هدايت ڪئي وئي آهي ڪراچي سنڌ حڪومت پاران جاري ڪيل بيان ۾ چيو ويو آهي ته صوبي ۾ ترقياتي ڪم تي — [3, 39, 142, 281]
article-body: ڪراچي سنڌ حڪومت پاران جاري ڪيل بيان ۾ چيو ويو آهي ته صوبي ۾ ترقياتي ڪم تيزي سان جاري آهن عوام کي بنيادي سهولتون ڏيڻ لاءِ اپاءَ ورتا پيا وڃن ۽ ادارن کي هدايت ڪئي وئي آهي ڪراچي سنڌ حڪومت پاران جاري ڪيل بيان ۾ چيو ويو آهي ته صوبي ۾ ترقياتي ڪم تيزي سان جاري آهن عوام کي بنيادي سهولتون ڏيڻ لاءِ اپاءَ ورتا پيا وڃن ۽ ادارن کي هدايت ڪئي وئي آهي ڪراچي سنڌ حڪومت پاران جاري ڪيل بيان ۾ چيو ويو آهي ته صوبي ۾ ترقياتي ڪم تيزي سان جاري آهن عوام کي بنيادي سهولتون ڏيڻ لاءِ اپاءَ ورتا پيا وڃن ۽ ادارن کي هدايت ڪئي وئي آهي ڪراچي سنڌ حڪومت پاران جاري ڪيل بيان ۾ چيو ويو آهي ته صوبي ۾ ترقياتي ڪم تي — [874, 1638, 1013, 1881]
article-headline: سنڌ اسيمبلي — [591, 632, 720, 649]
article-body: ڪراچي سنڌ حڪومت پاران جاري ڪيل بيان ۾ چيو ويو آهي ته صوبي ۾ ترقياتي ڪم تيزي سان جاري آهن عوام کي بنيادي سهولتون ڏيڻ لاءِ اپاءَ ورتا پيا وڃن ۽ ادارن کي هدايت ڪئي وئي آهي ڪراچي سنڌ حڪومت پاران جاري ڪيل بيان ۾ چيو ويو آهي ته صوبي ۾ ترقياتي ڪم تيزي سان جاري آهن عوام کي بنيادي سهولتون ڏيڻ لاءِ اپاءَ ورتا پيا وڃن ۽ ادارن کي هدايت ڪئي وئي آهي ڪراچي سنڌ حڪومت پاران جاري ڪيل بيان ۾ چيو ويو آهي ته صوبي ۾ ترقياتي ڪم تيزي سان جاري آهن عوام کي بنيادي سهولتون ڏيڻ لاءِ اپاءَ — [728, 628, 867, 822]
article-headline: گمشدگي بابت اطلاع — [299, 1324, 432, 1341]
article-headline: آصف علي زرداري — [443, 435, 580, 452]
column-4 — [437, 38, 585, 2104]
article-headline: وزير اعظم شهباز — [876, 386, 1011, 403]
article-headline: راشد/ مٺي — [731, 1835, 865, 1852]
article-body: ڪراچي سنڌ حڪومت پاران جاري ڪيل بيان ۾ چيو ويو آهي ته صوبي ۾ ترقياتي ڪم تيزي سان جاري آهن عوام کي بنيادي سهولتون ڏيڻ لاءِ اپاءَ ورتا پيا وڃن ۽ ادارن کي هدايت ڪئي وئي آهي ڪراچي سنڌ حڪومت پاران جاري ڪيل بيان ۾ چيو ويو آهي ته صوبي ۾ ترقياتي ڪم تيزي سان جاري آهن عوام کي بنيادي سهولتون ڏيڻ لاءِ اپاءَ ورتا پيا وڃن ۽ ادارن کي هدايت ڪئي وئي آهي ڪراچي سنڌ — [874, 406, 1013, 552]
article-body: ڪراچي سنڌ حڪومت پاران جاري ڪيل بيان ۾ چيو ويو آهي ته صوبي ۾ ترقياتي ڪم تيزي سان جاري آهن عوام کي بنيادي سهولتون ڏيڻ لاءِ اپاءَ ورتا پيا وڃن ۽ ادارن کي هدايت ڪئي وئي آهي ڪراچي سنڌ حڪومت پاران جاري ڪيل بيان ۾ چيو ويو آهي ته صوبي ۾ ترقياتي ڪم تيزي سان جاري آهن عوام کي بنيادي سهولتون ڏيڻ لاءِ اپاءَ ورتا پيا وڃن ۽ ادارن کي هدايت ڪئي وئي آهي ڪراچي سنڌ حڪومت پاران جاري ڪيل بيان ۾ چيو ويو آهي ته صوبي ۾ ترقياتي ڪم تيزي سان جاري آهن عوام کي بنيادي سهولتون ڏيڻ لاءِ اپاءَ ورتا پيا وڃن ۽ ادارن کي هدايت ڪئي وئي آهي ڪراچي سنڌ حڪومت پاران جاري ڪيل بيان ۾ چيو ويو آهي ته صوبي ۾ ترقياتي ڪم تيزي سان جاري آهن عوام کي بنيادي سهولتون ڏيڻ لاءِ اپاءَ ورتا پيا وڃن ۽ ادارن کي هدايت ڪئي وئي آهي ڪراچي سنڌ حڪومت پاران جاري ڪيل بيان ۾ چيو ويو آهي ته صوبي ۾ ترقياتي ڪم تيزي سان جاري آهن عوام کي بنيادي سهولتون ڏيڻ لاءِ اپاءَ ورتا پيا وڃن ۽ ادارن کي هدايت ڪئي وئي آهي ڪراچي سنڌ حڪومت پاران جاري ڪيل بيان ۾ چيو ويو آهي ته صوبي ۾ ترقياتي ڪم تيزي سان جاري آهن عوام کي بنيادي سهولتون ڏيڻ لاءِ اپاءَ ورتا پيا وڃن ۽ — [297, 756, 434, 1170]
article-body: ڪراچي سنڌ حڪومت پاران جاري ڪيل بيان ۾ چيو ويو آهي ته صوبي ۾ ترقياتي ڪم تيزي سان جاري آهن عوام کي بنيادي سهولتون ڏيڻ لاءِ اپاءَ ورتا پيا وڃن ۽ ادارن کي هدايت ڪئي وئي آهي ڪراچي سنڌ حڪومت پاران جاري ڪيل بيان ۾ چيو ويو آهي ته صوبي ۾ ترقياتي ڪم تيزي سان جاري آهن عوام کي بنيادي سهولتون ڏيڻ لاءِ اپاءَ ورتا — [441, 307, 582, 428]
article-body: ڪراچي سنڌ حڪومت پاران جاري ڪيل بيان ۾ چيو ويو آهي ته صوبي ۾ ترقياتي ڪم تيزي سان جاري آهن عوام کي بنيادي سهولتون ڏيڻ لاءِ اپاءَ ورتا پيا وڃن ۽ ادارن کي هدايت ڪئي وئي آهي ڪراچي سنڌ حڪومت پاران جاري ڪيل بيان ۾ چيو ويو آهي ته صوبي ۾ ترقياتي ڪم تيزي سان جاري آهن عوام کي بنيادي سهولتون ڏيڻ لاءِ اپاءَ ورتا پيا وڃن ۽ ادارن کي هدايت ڪئي وئي آهي ڪراچي سنڌ حڪومت پاران جاري ڪيل بيان ۾ چيو ويو آهي ته صوبي ۾ ترقياتي — [728, 431, 867, 600]
column-5 — [582, 38, 725, 2092]
article-body: ڪراچي سنڌ حڪومت پاران جاري ڪيل بيان ۾ چيو ويو آهي ته صوبي ۾ ترقياتي ڪم تيزي سان جاري آهن عوام کي بنيادي سهولتون ڏيڻ لاءِ اپاءَ ورتا پيا وڃن ۽ ادارن کي هدايت ڪئي وئي آهي ڪراچي سنڌ حڪومت پاران جاري ڪيل بيان ۾ چيو ويو آهي ته صوبي ۾ ترقياتي ڪم تيزي سان جاري آهن عوام کي بنيادي سهولتون ڏيڻ لاءِ اپاءَ ورتا پيا وڃن ۽ ادارن کي هدايت ڪئي وئي آهي ڪراچي سنڌ حڪومت پاران جاري ڪيل بيان ۾ چيو ويو آهي ته صوبي ۾ ترقياتي ڪم تيزي سان جا — [441, 1589, 582, 1759]
article-body: ڪراچي سنڌ حڪومت پاران جاري ڪيل بيان ۾ چيو ويو آهي ته صوبي ۾ ترقياتي ڪم تيزي سان جاري آهن عوام کي بنيادي سهولتون ڏيڻ لاءِ اپاءَ ورتا پيا وڃن ۽ ادارن کي هدايت ڪئي وئي آهي ڪراچي سنڌ حڪومت پاران جاري ڪيل بيان ۾ چيو ويو آهي ته صوبي ۾ ترقياتي ڪم تيزي سان جاري آهن عوام کي بنيادي سهولتون ڏيڻ لاءِ اپاءَ ورتا پيا وڃن ۽ ادارن کي هدايت ڪئي وئي آهي ڪراچي سنڌ حڪومت پاران جاري ڪيل بيان ۾ چيو ويو آهي ته صوبي ۾ ترقياتي ڪم تيزي سان جاري آهن عوام کي بنيادي سهولتون ڏيڻ لاءِ اپاءَ ورتا پيا وڃن ۽ ادارن کي هدايت ڪئي وئي آهي ڪراچي سنڌ حڪومت پاران جاري ڪيل بيان ۾ چيو ويو آهي ته صوبي ۾ ترقياتي ڪم تيزي سان جاري آهن عوام کي بنيادي سهولتون ڏيڻ لاءِ اپاءَ ورتا — [3, 301, 142, 556]
article-body: ڪراچي سنڌ حڪومت پاران جاري ڪيل بيان ۾ چيو ويو آهي ته صوبي ۾ ترقياتي ڪم تيزي سان جاري آهن عوام کي بنيادي سهولتون ڏيڻ لاءِ اپاءَ ورتا پيا وڃن ۽ ادارن کي هدايت ڪئي وئي آهي ڪراچي سنڌ حڪومت پاران جاري ڪيل بيان ۾ چيو ويو آهي ته صوبي ۾ ترقياتي ڪم تيزي سان جاري آهن عوام کي بنيادي سهولتون ڏيڻ لاءِ اپاءَ ورتا پيا وڃن ۽ ادارن کي هدايت ڪئي وئي آهي ڪراچي سنڌ حڪومت پاران جاري ڪيل بيان ۾ چيو ويو آهي ته صوبي ۾ ترقياتي ڪم تيزي سان جاري آهن عوام کي بنيادي سهولتون ڏيڻ لاءِ اپاءَ ورتا پيا وڃن ۽ ادارن کي هدايت ڪئي وئي آهي ڪراچي سنڌ حڪومت پاران جاري ڪيل بيان ۾ چيو ويو آهي ته صوبي ۾ ترقياتي ڪم تي — [3, 1471, 142, 1714]
article-body: ڪراچي سنڌ حڪومت پاران جاري ڪيل بيان ۾ چيو ويو آهي ته صوبي ۾ ترقياتي ڪم تيزي سان جاري آهن عوام کي بنيادي سهولتون ڏيڻ لاءِ اپاءَ ورتا پيا وڃن ۽ ادارن کي هدايت ڪئي وئي آهي ڪراچي سنڌ حڪومت پاران جاري ڪيل بيان ۾ چيو ويو آهي ته صوبي ۾ ترقياتي ڪم تيزي سان جاري آهن عوام کي بنيادي سهولتون ڏيڻ لاءِ اپاءَ ورتا پيا وڃن ۽ ادارن کي هدايت ڪئي وئي آهي ڪراچي سنڌ — [874, 1465, 1013, 1611]
article-headline: ڪورٽ نوٽيس — [151, 41, 288, 58]
article-headline: شرجيل ميمڻ — [443, 1372, 580, 1389]
article-headline: علي ٿيو / ٺٽو — [731, 1320, 865, 1337]
article-body: ڪراچي سنڌ حڪومت پاران جاري ڪيل بيان ۾ چيو ويو آهي ته صوبي ۾ ترقياتي ڪم تيزي سان جاري آهن عوام کي بنيادي سهولتون ڏيڻ لاءِ اپاءَ ورتا پيا وڃن ۽ ادارن کي هدايت ڪئي وئي آهي ڪراچي سنڌ حڪومت پاران جاري ڪيل بيان ۾ چيو ويو آهي ته صوبي ۾ ترقياتي ڪم تيزي سان جاري آهن عوام کي بنيادي سهولتون ڏيڻ لاءِ اپاءَ ورتا پيا وڃن ۽ ادارن کي هدايت ڪئي وئي آهي ڪراچي سنڌ حڪومت پاران جاري ڪيل بيان ۾ چيو ويو آهي ته صوبي ۾ ترقياتي ڪم تيزي سان جاري آهن عوام کي بنيادي سهولتون ڏيڻ لاءِ اپاءَ ورتا پيا وڃن ۽ ادارن کي هدايت ڪئي وئي آهي ڪراچي سنڌ حڪومت پاران جاري ڪيل بيان ۾ چيو ويو آهي ته صوبي ۾ ترقياتي ڪم تيزي سان جاري آهن عوام کي بنيادي سهولتون ڏيڻ لاءِ اپاءَ ورتا پيا وڃن ۽ ادارن کي هدايت ڪئي وئي آهي ڪراچي سنڌ حڪومت پارا — [874, 1908, 1013, 2187]
article-body: ڪراچي سنڌ حڪومت پاران جاري ڪيل بيان ۾ چيو ويو آهي ته صوبي ۾ ترقياتي ڪم تيزي سان جاري آهن عوام کي بنيادي سهولتون ڏيڻ لاءِ اپاءَ ورتا پيا وڃن ۽ ادارن کي هدايت ڪئي وئي آهي ڪراچي سنڌ حڪومت پاران جاري ڪيل بيان ۾ چيو ويو آهي ته صوبي ۾ ترقياتي ڪم تيزي سان جاري آهن عوام کي بنيادي سهولتون ڏيڻ لاءِ اپاءَ ورتا پيا وڃن ۽ ادارن کي هدايت ڪئي وئي آه — [589, 480, 722, 625]
article-headline: ڪورٽ نوٽيس — [299, 1176, 432, 1193]
article-headline: ڪورٽ نوٽيس — [299, 233, 432, 250]
article-headline: بلاول ڀٽو — [443, 1765, 580, 1782]
article-headline: عليم خان — [731, 410, 865, 427]
article-headline: ڪورٽ نوٽيس — [151, 781, 288, 798]
article-body: ڪراچي سنڌ حڪومت پاران جاري ڪيل بيان ۾ چيو ويو آهي ته صوبي ۾ ترقياتي ڪم تيزي سان جاري آهن عوام کي بنيادي سهولتون ڏيڻ لاءِ اپاءَ ورتا پيا وڃن ۽ ادارن کي هدايت ڪئي وئي آهي ڪراچي سنڌ حڪومت پاران جاري ڪيل بيان ۾ چيو ويو آهي ته صوبي ۾ ترقياتي ڪم تيزي سان جاري آهن عوام کي بنيادي سهولتون ڏيڻ لاءِ اپاءَ ورتا پيا وڃن ۽ ادارن کي هدايت ڪئي وئي آهي ڪراچي سنڌ — [874, 776, 1013, 921]
article-headline: ننڍي عرصي ۾ — [591, 1788, 720, 1805]
article-body: ڪراچي سنڌ حڪومت پاران جاري ڪيل بيان ۾ چيو ويو آهي ته صوبي ۾ ترقياتي ڪم تيزي سان جاري آهن عوام کي بنيادي سهولتون ڏيڻ لاءِ اپاءَ ورتا پيا وڃن ۽ ادارن کي هدايت ڪئي وئي آهي ڪراچي سنڌ حڪومت پاران جاري ڪيل بيان ۾ چيو ويو آهي ته صوبي ۾ ترقياتي ڪم تيزي سان جاري آهن عوام کي بنيادي سهولتون ڏيڻ لاءِ اپاءَ ورتا پيا وڃن ۽ ادارن کي هدايت ڪئي وئي آهي ڪراچي سنڌ — [297, 62, 434, 207]
article-body: ڪراچي سنڌ حڪومت پاران جاري ڪيل بيان ۾ چيو ويو آهي ته صوبي ۾ ترقياتي ڪم تيزي سان جاري آهن عوام کي بنيادي سهولتون ڏيڻ لاءِ اپاءَ ورتا پيا وڃن ۽ ادارن کي هدايت ڪئي وئي آهي ڪراچي سنڌ حڪومت پاران جاري ڪيل بيان ۾ چيو ويو آهي ته صوبي ۾ ترقياتي ڪم تيزي سان جاري آهن عوام کي بنيادي سهولتون ڏيڻ لاءِ اپاءَ ورتا پيا وڃن ۽ ادارن کي هدايت ڪئي وئي آهي ڪراچي سنڌ حڪومت پاران جاري ڪيل بيان ۾ چيو ويو آهي ته صوبي ۾ ترقياتي ڪم تيزي سان جاري آهن عوام کي بنيادي سهولتو — [589, 62, 722, 256]
article-body: ڪراچي سنڌ حڪومت پاران جاري ڪيل بيان ۾ چيو ويو آهي ته صوبي ۾ ترقياتي ڪم تيزي سان جاري آهن عوام کي بنيادي سهولتون ڏيڻ لاءِ اپاءَ ورتا پيا وڃن ۽ ادارن کي هدايت ڪئي وئي آهي ڪراچي سنڌ حڪومت پاران جاري ڪيل بيان ۾ چيو ويو آهي ته صوبي ۾ ترقياتي ڪم تيزي سان جاري آهن عوام کي بنيادي سهولتون ڏيڻ لاءِ اپاءَ ورتا پيا وڃن ۽ ادارن کي هدايت ڪئي وئي آهي ڪراچي سنڌ حڪومت پاران جاري ڪيل بيان ۾ چيو ويو آهي ته صوبي ۾ ترقياتي ڪم تيزي سان جاري آهن عوام کي بنيادي سهولتون ڏيڻ لاءِ اپاءَ ورتا پيا وڃن ۽ ادارن کي هدايت ڪئي وئي آهي ڪراچي سنڌ حڪومت پاران جاري ڪيل بيان ۾ چيو ويو آهي ته صوبي ۾ ترقياتي ڪم تيزي سان جاري آهن عوام کي بنيادي سهولتون ڏيڻ لاءِ اپاءَ ورتا پيا وڃن ۽ ادارن کي هدايت ڪئي وئي آهي ڪراچي سنڌ حڪومت پاران جاري ڪيل بيان ۾ چيو ويو آهي ته صوبي ۾ ترقياتي ڪم تيزي سان جاري آهن عوام کي بنيادي سهولتون ڏيڻ لاءِ اپاءَ ورتا پيا وڃن ۽ ادارن کي هدايت ڪئي وئي آهي ڪراچي سنڌ حڪومت پاران جاري ڪيل بيان ۾ چيو ويو آهي ته صوبي ۾ ترقياتي ڪم تيزي سان جاري آهن عوام کي بنيادي سهولتون ڏيڻ لاءِ اپاءَ ورتا پيا وڃن ۽ ادارن کي هدايت ڪئي وئي آهي ڪراچي سنڌ حڪومت پاران جاري ڪيل بيان ۾ چيو ويو آهي ته صوبي ۾ ترقياتي ڪم تيزي سان جاري آهن عوام کي بنيادي سهولتون ڏيڻ لاءِ اپاءَ ورتا پيا وڃن ۽ ادار — [297, 254, 434, 729]
article-body: ڪراچي سنڌ حڪومت پاران جاري ڪيل بيان ۾ چيو ويو آهي ته صوبي ۾ ترقياتي ڪم تيزي سان جاري آهن عوام کي بنيادي سهولتون ڏيڻ لاءِ اپاءَ ورتا پيا وڃن ۽ ادارن کي هدايت ڪئي وئي آهي ڪراچي سنڌ حڪومت پاران جاري ڪيل بيان ۾ چيو ويو آهي ته صوبي ۾ ترقياتي ڪم تيزي سان جاري آهن عوام کي بنيادي سهولتون ڏيڻ لاءِ اپاءَ ورتا پيا وڃن ۽ ادارن کي هدايت ڪئي وئي آهي ڪراچي سنڌ حڪومت پاران جاري ڪيل بيان ۾ چيو ويو آهي ته صوبي ۾ ترقياتي — [297, 1566, 434, 1736]
article-headline: ڪراچي/ بجلي — [876, 1248, 1011, 1265]
article-headline: سنڌ هاءِ ڪورٽ — [591, 804, 720, 821]
article-headline: عالمي مالياتي ادارو — [876, 41, 1011, 58]
article-headline: اسٽيٽ بئنڪ — [876, 1076, 1011, 1093]
column-7 — [870, 38, 1016, 2187]
article-body: ڪراچي سنڌ حڪومت پاران جاري ڪيل بيان ۾ چيو ويو آهي ته صوبي ۾ ترقياتي ڪم تيزي سان جاري آهن عوام کي بنيادي سهولتون ڏيڻ لاءِ اپاءَ ورتا پيا وڃن ۽ ادارن کي هدايت ڪئي وئي آهي ڪراچي سنڌ حڪومت پاران جاري ڪيل بيان ۾ چيو ويو آهي ته صوبي ۾ ترقياتي ڪم تيزي سان جاري آهن عوام کي بنيادي سهولتون ڏيڻ لاءِ اپاءَ ورتا پيا وڃن ۽ ادارن کي هدايت ڪئي وئي آه — [589, 1809, 722, 1954]
date-line: اربع 14 جنوري 2026ع — [480, 6, 644, 26]
article-body: ڪراچي سنڌ حڪومت پاران جاري ڪيل بيان ۾ چيو ويو آهي ته صوبي ۾ ترقياتي ڪم تيزي سان جاري آهن عوام کي بنيادي سهولتون ڏيڻ لاءِ اپاءَ ورتا پيا وڃن ۽ ادارن کي هدايت ڪئي وئي آهي ڪراچي سنڌ حڪومت پاران جاري ڪيل بيان ۾ چيو ويو آهي ته صوبي ۾ ترقياتي ڪم تيزي سان جاري آهن عوام کي بنيادي سهولتون ڏيڻ لاءِ اپاءَ ورتا پيا وڃن ۽ ادارن کي هدايت ڪئي وئي آهي ڪراچي سنڌ حڪومت پاران جاري ڪيل بيان ۾ چيو ويو آهي ته صوبي ۾ ترقياتي ڪم تيزي سان جاري آهن عوام کي بنيادي سهولتون ڏيڻ لاءِ اپاءَ ورتا پيا وڃن ۽ ادارن کي هدايت ڪئي وئي آ — [589, 824, 722, 1043]
article-body: ڪراچي سنڌ حڪومت پاران جاري ڪيل بيان ۾ چيو ويو آهي ته صوبي ۾ ترقياتي ڪم تيزي سان جاري آهن عوام کي بنيادي سهولتون ڏيڻ لاءِ اپاءَ ورتا پيا وڃن ۽ ادارن کي هدايت ڪئي وئي آهي ڪراچي سنڌ حڪومت پاران جاري ڪيل بيان ۾ چيو ويو آهي ته صوبي ۾ ترقياتي ڪم تيزي سان جاري آهن عوام کي بنيادي سهولتون ڏيڻ لاءِ اپاءَ ورتا پيا وڃن ۽ ادارن کي هدايت ڪئي وئي آهي ڪراچي سنڌ حڪومت پاران جاري ڪيل بيان ۾ چيو ويو آهي ته صوبي ۾ ترقياتي ڪم تيزي سان جاري آهن عوام کي بنيادي سهولتون ڏيڻ لاءِ اپاءَ — [297, 1345, 434, 1539]
article-headline: سڪرنڊ/ ڇهن ماڻهن — [443, 1569, 580, 1586]
article-body: ڪراچي سنڌ حڪومت پاران جاري ڪيل بيان ۾ چيو ويو آهي ته صوبي ۾ ترقياتي ڪم تيزي سان جاري آهن عوام کي بنيادي سهولتون ڏيڻ لاءِ اپاءَ ورتا پيا وڃن ۽ ادارن کي هدايت ڪئي وئي آهي ڪراچي سنڌ حڪومت پاران جاري ڪيل بيان ۾ چيو ويو آهي ته صوبي ۾ ترقياتي ڪم تيزي سان جاري آهن عوام کي بنيادي سهولتون ڏيڻ لاءِ اپاءَ ورتا پيا وڃن ۽ ادارن کي هدايت ڪئي وئي آهي ڪراچي سنڌ حڪومت پاران جاري ڪيل بيان ۾ چيو ويو آهي ته صوبي ۾ ترقياتي ڪم تيزي سان جاري آهن عوام کي بنيادي سهولتون ڏيڻ لاءِ اپاءَ — [728, 1119, 867, 1313]
article-body: ڪراچي سنڌ حڪومت پاران جاري ڪيل بيان ۾ چيو ويو آهي ته صوبي ۾ ترقياتي ڪم تيزي سان جاري آهن عوام کي بنيادي سهولتون ڏيڻ لاءِ اپاءَ ورتا پيا وڃن ۽ ادارن کي هدايت ڪئي وئي آهي ڪراچي سنڌ حڪومت پاران جاري ڪيل بيان ۾ چيو ويو آهي ته صوبي ۾ ترقياتي ڪم تيزي سان جاري آهن عوام کي بنيادي سهولتون ڏيڻ لاءِ اپاءَ ورتا — [441, 1096, 582, 1217]
